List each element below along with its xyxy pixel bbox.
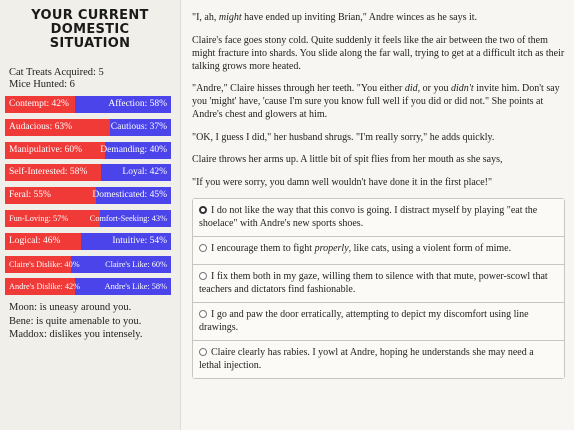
stat-bar xyxy=(5,233,171,250)
choice-text: I do not like the way that this convo is going. I distract myself by playing "eat the shoelace" with Andre's new sports shoes. xyxy=(199,205,538,229)
story-paragraph: Claire's face goes stony cold. Quite suddenly it feels like the air between the two of them might fracture into shards. You slide along the far wall, trying to get at a difficult itch as their talking grows more heated. xyxy=(192,34,565,72)
choice-option[interactable] xyxy=(193,265,564,303)
stat-bar-left-label: Contempt: 42% xyxy=(9,99,69,109)
stat-bar xyxy=(5,187,171,204)
stat-bar-right-label: Demanding: 40% xyxy=(100,144,167,155)
stat-bar-right-label: Domesticated: 45% xyxy=(92,190,167,201)
stat-bar-left-label: Claire's Dislike: 40% xyxy=(9,259,80,269)
relationship-item: Maddox: dislikes you intensely. xyxy=(9,329,143,341)
stat-bar-left-label: Fun-Loving: 57% xyxy=(9,213,69,223)
choice-text: Claire clearly has rabies. I yowl at Andre, hoping he understands she may need a lethal injection. xyxy=(199,347,534,371)
cat-treats-stat: Cat Treats Acquired: 5 xyxy=(9,67,104,78)
relationship-item: Bene: is quite amenable to you. xyxy=(9,315,142,327)
stat-bar xyxy=(5,142,171,159)
stat-bar-left-label: Andre's Dislike: 42% xyxy=(9,282,81,292)
stat-bar-right-label: Intuitive: 54% xyxy=(112,235,167,246)
stat-bar xyxy=(5,256,171,273)
stat-bar-right-label: Claire's Like: 60% xyxy=(105,259,167,269)
story-paragraph: "Andre," Claire hisses through her teeth. "You either did, or you didn't invite him. Don't say you 'might' have, 'cause I'm sure you know full well if you did or did not." She points at Andre's chest and glowers at him. xyxy=(192,83,560,120)
stat-bar-left-label: Logical: 46% xyxy=(9,235,61,246)
opposed-stat-bars xyxy=(5,96,175,295)
stat-bar xyxy=(5,164,171,181)
stat-bar xyxy=(5,210,171,227)
choice-text: I encourage them to fight properly, like cats, using a violent form of mime. xyxy=(211,243,512,254)
story-text xyxy=(192,11,566,189)
mice-hunted-stat: Mice Hunted: 6 xyxy=(9,79,75,90)
story-paragraph: "I, ah, might have ended up inviting Brian," Andre winces as he says it. xyxy=(192,12,478,23)
stat-bar xyxy=(5,119,171,136)
relationship-item: Moon: is uneasy around you. xyxy=(9,302,132,314)
radio-button-icon[interactable] xyxy=(199,272,207,280)
radio-button-icon[interactable] xyxy=(199,310,207,318)
stat-bar-right-label: Loyal: 42% xyxy=(122,167,167,178)
relationship-list xyxy=(5,301,175,342)
radio-button-icon[interactable] xyxy=(199,348,207,356)
story-paragraph: Claire throws her arms up. A little bit of spit flies from her mouth as she says, xyxy=(192,154,503,165)
stat-bar-right-label: Cautious: 37% xyxy=(110,121,167,132)
choice-text: I fix them both in my gaze, willing them to silence with that mute, power-scowl that teachers and dictators find fashionable. xyxy=(199,271,548,295)
story-paragraph: "If you were sorry, you damn well wouldn't have done it in the first place!" xyxy=(192,176,493,188)
choice-text: I go and paw the door erratically, attempting to depict my discomfort using line drawings. xyxy=(199,309,529,333)
stat-bar-left-label: Audacious: 63% xyxy=(9,121,73,132)
choice-option[interactable] xyxy=(193,341,564,378)
stats-title-line1: YOUR CURRENT DOMESTIC xyxy=(31,8,149,37)
stat-bar-left-label: Manipulative: 60% xyxy=(9,144,83,155)
stat-bar-right-label: Comfort-Seeking: 43% xyxy=(89,213,167,223)
choice-option[interactable] xyxy=(193,199,564,237)
story-panel xyxy=(180,0,574,430)
choice-option[interactable] xyxy=(193,237,564,265)
stat-bar-left-label: Feral: 55% xyxy=(9,190,51,201)
radio-button-icon[interactable] xyxy=(199,206,207,214)
stat-bar-right-label: Affection: 58% xyxy=(108,99,167,109)
stats-title-line2: SITUATION xyxy=(49,36,131,51)
stat-bar-left-label: Self-Interested: 58% xyxy=(9,167,88,178)
choice-list xyxy=(192,198,565,379)
stat-bar xyxy=(5,278,171,295)
choice-option[interactable] xyxy=(193,303,564,341)
stats-sidebar xyxy=(0,0,180,430)
stat-bar-right-label: Andre's Like: 58% xyxy=(104,282,167,292)
stat-bar xyxy=(5,96,171,113)
story-paragraph: "OK, I guess I did," her husband shrugs. "I'm really sorry," he adds quickly. xyxy=(192,131,495,143)
radio-button-icon[interactable] xyxy=(199,244,207,252)
stats-title xyxy=(5,9,175,51)
